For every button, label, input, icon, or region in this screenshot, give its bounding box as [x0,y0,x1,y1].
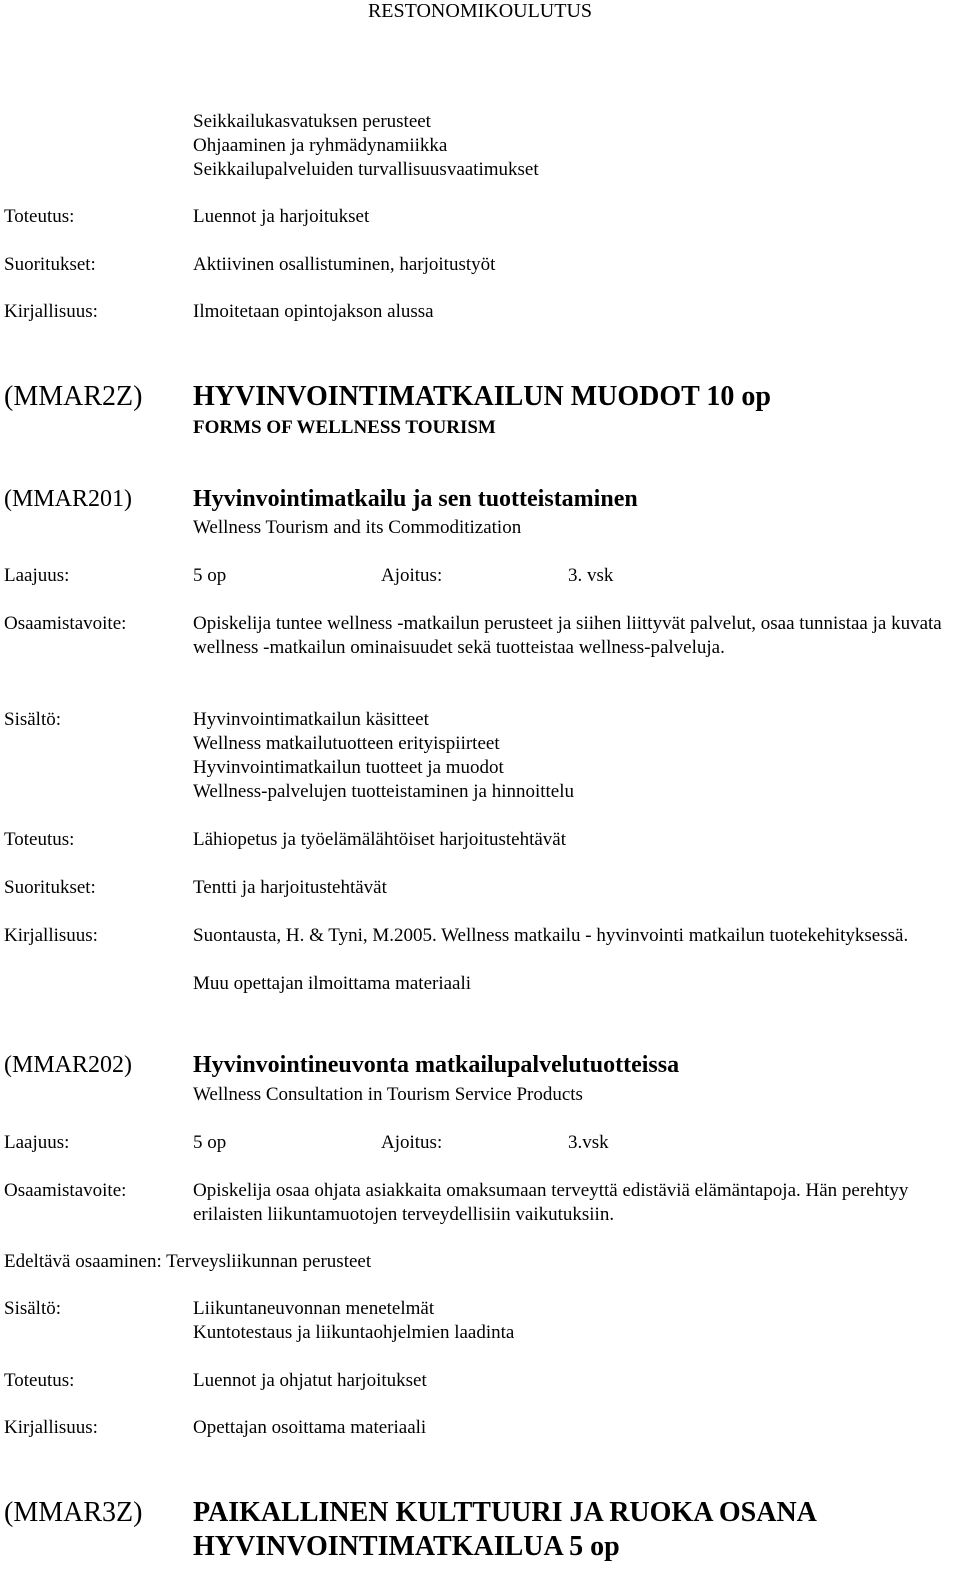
course-code: (MMAR201) [4,486,133,512]
toteutus-label: Toteutus: [4,829,75,850]
course-code: (MMAR202) [4,1052,133,1078]
module-subtitle: FORMS OF WELLNESS TOURISM [193,417,496,438]
suoritukset-label: Suoritukset: [4,877,96,898]
kirjallisuus-label: Kirjallisuus: [4,925,98,946]
laajuus-label: Laajuus: [4,565,70,586]
module-title: HYVINVOINTIMATKAILUN MUODOT 10 op [193,381,771,412]
kirjallisuus-extra: Muu opettajan ilmoittama materiaali [193,973,472,994]
suoritukset-label: Suoritukset: [4,254,96,275]
module-code: (MMAR2Z) [4,381,143,412]
kirjallisuus-label: Kirjallisuus: [4,301,98,322]
sisalto-item: Liikuntaneuvonnan menetelmät [193,1298,435,1319]
laajuus-value: 5 op [193,565,227,586]
module-code: (MMAR3Z) [4,1497,143,1528]
content-line: Seikkailukasvatuksen perusteet [193,111,431,132]
sisalto-item: Wellness-palvelujen tuotteistaminen ja hinnoittelu [193,781,575,802]
laajuus-value: 5 op [193,1132,227,1153]
toteutus-value: Luennot ja harjoitukset [193,206,370,227]
ajoitus-label: Ajoitus: [381,565,443,586]
toteutus-value: Lähiopetus ja työelämälähtöiset harjoitustehtävät [193,829,567,850]
suoritukset-value: Tentti ja harjoitustehtävät [193,877,387,898]
toteutus-label: Toteutus: [4,1370,75,1391]
kirjallisuus-value: Opettajan osoittama materiaali [193,1417,427,1438]
laajuus-label: Laajuus: [4,1132,70,1153]
content-line: Seikkailupalveluiden turvallisuusvaatimukset [193,159,539,180]
page-header: RESTONOMIKOULUTUS [367,0,593,22]
ajoitus-label: Ajoitus: [381,1132,443,1153]
course-subtitle: Wellness Tourism and its Commoditization [193,517,522,538]
toteutus-label: Toteutus: [4,206,75,227]
ajoitus-value: 3. vsk [568,565,614,586]
suoritukset-value: Aktiivinen osallistuminen, harjoitustyöt [193,254,496,275]
edeltava-osaaminen: Edeltävä osaaminen: Terveysliikunnan perusteet [4,1251,372,1272]
module-title-line2: HYVINVOINTIMATKAILUA 5 op [193,1531,620,1562]
course-title: Hyvinvointimatkailu ja sen tuotteistaminen [193,486,638,512]
sisalto-item: Hyvinvointimatkailun käsitteet [193,709,429,730]
module-title-line1: PAIKALLINEN KULTTUURI JA RUOKA OSANA [193,1497,817,1528]
osaamistavoite-label: Osaamistavoite: [4,1180,127,1201]
course-subtitle: Wellness Consultation in Tourism Service Products [193,1084,583,1105]
course-title: Hyvinvointineuvonta matkailupalvelutuotteissa [193,1052,680,1078]
osaamistavoite-value: Opiskelija tuntee wellness -matkailun perusteet ja siihen liittyvät palvelut, osaa tunnistaa ja kuvata wellness -matkailun ominaisuudet sekä tuotteistaa wellness-palveluja. [193,613,942,658]
sisalto-label: Sisältö: [4,1298,62,1319]
ajoitus-value: 3.vsk [568,1132,609,1153]
kirjallisuus-value: Ilmoitetaan opintojakson alussa [193,301,434,322]
toteutus-value: Luennot ja ohjatut harjoitukset [193,1370,427,1391]
sisalto-item: Kuntotestaus ja liikuntaohjelmien laadinta [193,1322,515,1343]
osaamistavoite-value: Opiskelija osaa ohjata asiakkaita omaksumaan terveyttä edistäviä elämäntapoja. Hän perehtyy erilaisten liikuntamuotojen terveydellisiin vaikutuksiin. [193,1180,909,1225]
osaamistavoite-label: Osaamistavoite: [4,613,127,634]
kirjallisuus-label: Kirjallisuus: [4,1417,98,1438]
sisalto-item: Hyvinvointimatkailun tuotteet ja muodot [193,757,504,778]
kirjallisuus-value: Suontausta, H. & Tyni, M.2005. Wellness matkailu - hyvinvointi matkailun tuotekehityksessä. [193,925,909,946]
sisalto-label: Sisältö: [4,709,62,730]
content-line: Ohjaaminen ja ryhmädynamiikka [193,135,448,156]
sisalto-item: Wellness matkailutuotteen erityispiirteet [193,733,500,754]
